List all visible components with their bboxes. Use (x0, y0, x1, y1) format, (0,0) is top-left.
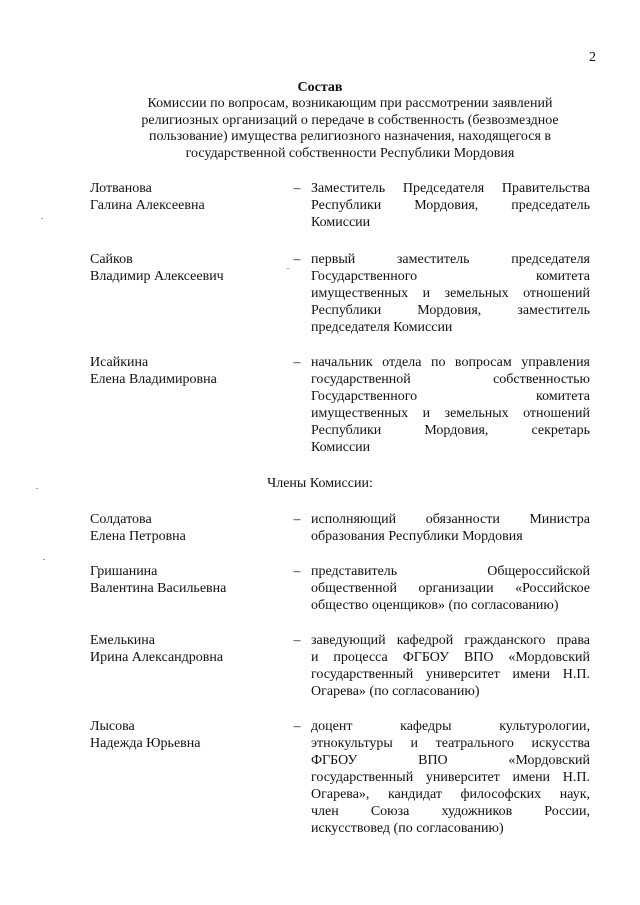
role-line: член Союза художников России, (311, 804, 590, 819)
role-line: начальник отдела по вопросам управления (311, 355, 590, 370)
document-title: Состав (297, 80, 343, 95)
separator-dash: – (293, 719, 301, 734)
member-name (90, 354, 280, 388)
subtitle-line: религиозных организаций о передаче в собственность (безвозмездное (141, 112, 559, 128)
role-line: государственный университет имени Н.П. (311, 770, 590, 785)
role-line: Комиссии (311, 440, 371, 455)
role-line: этнокультуры и театрального искусства (311, 736, 590, 751)
role-line: имущественных и земельных отношений (311, 406, 590, 421)
member-role (311, 632, 590, 700)
member-given-name: Елена Петровна (90, 529, 186, 544)
role-line: Республики Мордовия, заместитель (311, 303, 590, 318)
member-given-name: Елена Владимировна (90, 372, 217, 387)
member-surname: Лысова (90, 719, 135, 734)
member-role (311, 354, 590, 456)
member-given-name: Ирина Александровна (90, 650, 224, 665)
role-line: образования Республики Мордовия (311, 529, 523, 544)
role-line: и процесса ФГБОУ ВПО «Мордовский (311, 650, 590, 665)
member-surname: Лотванова (90, 181, 152, 196)
scan-speck (41, 218, 43, 219)
role-line: Государственного комитета (311, 389, 590, 404)
role-line: заведующий кафедрой гражданского права (311, 633, 590, 648)
scan-speck (287, 268, 289, 269)
member-role (311, 718, 590, 837)
role-line: искусствовед (по согласованию) (311, 821, 504, 836)
member-given-name: Владимир Алексеевич (90, 269, 224, 284)
separator-dash: – (293, 181, 301, 196)
role-line: Огарева», кандидат философских наук, (311, 787, 590, 802)
separator-dash: – (293, 512, 301, 527)
role-line: доцент кафедры культурологии, (311, 719, 590, 734)
member-name (90, 632, 280, 666)
role-line: Огарева» (по согласованию) (311, 684, 480, 699)
member-role (311, 251, 590, 336)
member-role (311, 511, 590, 545)
role-line: Комиссии (311, 215, 371, 230)
document-subtitle (95, 96, 605, 162)
role-line: Государственного комитета (311, 269, 590, 284)
member-name (90, 563, 280, 597)
scan-speck (43, 559, 45, 560)
role-line: государственной собственностью (311, 372, 590, 387)
member-name (90, 511, 280, 545)
subtitle-line: государственной собственности Республики Мордовия (185, 145, 515, 161)
separator-dash: – (293, 355, 301, 370)
role-line: ФГБОУ ВПО «Мордовский (311, 753, 590, 768)
scan-speck (36, 488, 38, 489)
separator-dash: – (293, 564, 301, 579)
members-heading: Члены Комиссии: (267, 476, 373, 491)
role-line: общественной организации «Российское (311, 581, 590, 596)
member-given-name: Галина Алексеевна (90, 198, 205, 213)
member-surname: Исайкина (90, 355, 149, 370)
member-given-name: Валентина Васильевна (90, 581, 227, 596)
role-line: имущественных и земельных отношений (311, 286, 590, 301)
role-line: исполняющий обязанности Министра (311, 512, 590, 527)
separator-dash: – (293, 252, 301, 267)
role-line: общество оценщиков» (по согласованию) (311, 598, 559, 613)
member-name (90, 718, 280, 752)
role-line: Республики Мордовия, председатель (311, 198, 590, 213)
separator-dash: – (293, 633, 301, 648)
member-surname: Гришанина (90, 564, 158, 579)
role-line: представитель Общероссийской (311, 564, 590, 579)
member-given-name: Надежда Юрьевна (90, 736, 201, 751)
role-line: Заместитель Председателя Правительства (311, 181, 590, 196)
member-role (311, 563, 590, 614)
member-name (90, 180, 280, 214)
member-surname: Солдатова (90, 512, 152, 527)
subtitle-line: пользование) имущества религиозного назначения, находящегося в (148, 129, 552, 144)
member-surname: Сайков (90, 252, 133, 267)
member-surname: Емелькина (90, 633, 155, 648)
role-line: государственный университет имени Н.П. (311, 667, 590, 682)
page-number: 2 (589, 50, 596, 65)
role-line: Республики Мордовия, секретарь (311, 423, 590, 438)
member-name (90, 251, 280, 285)
member-role (311, 180, 590, 231)
subtitle-line: Комиссии по вопросам, возникающим при рассмотрении заявлений (147, 96, 553, 111)
role-line: первый заместитель председателя (311, 252, 590, 267)
role-line: председателя Комиссии (311, 320, 453, 335)
